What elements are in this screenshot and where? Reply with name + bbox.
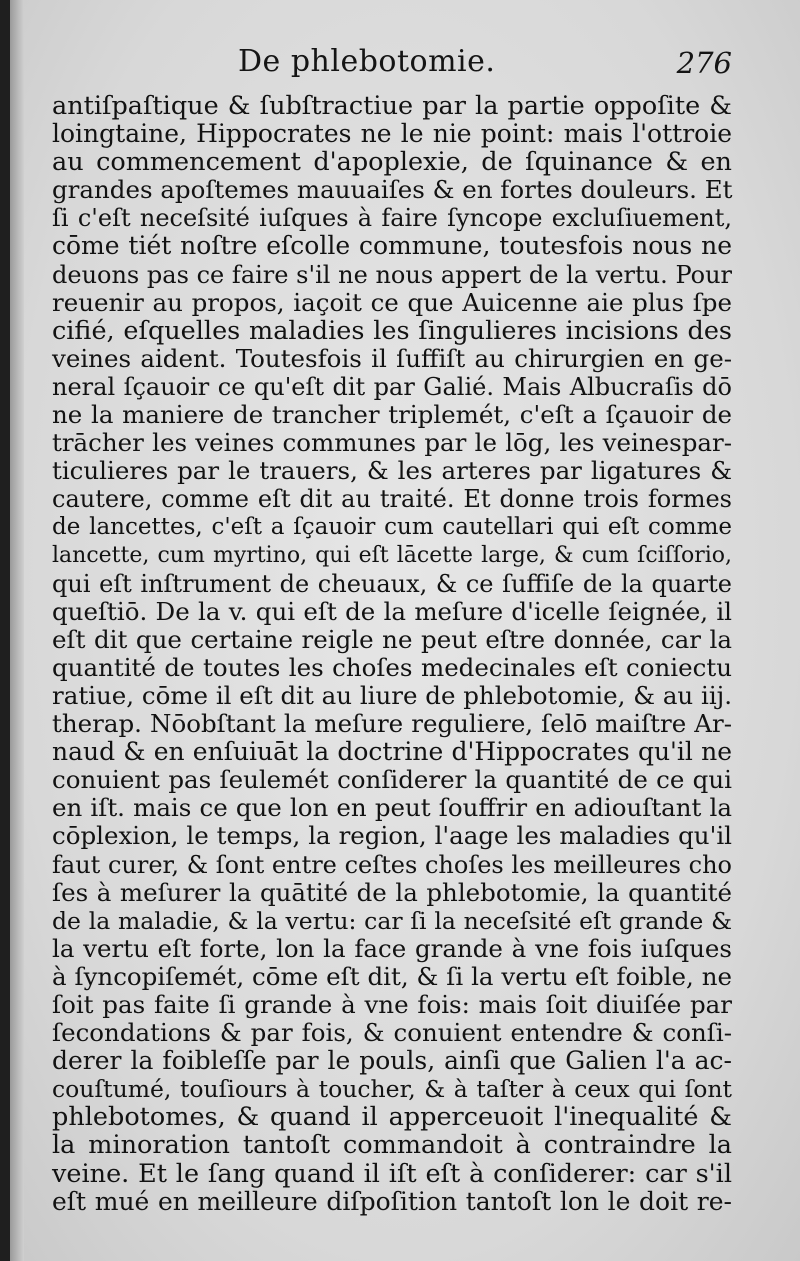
text-line: lancette, cum myrtino, qui eſt lācette large, & cum ſciſſorio, [52, 542, 732, 568]
text-line: veines aident. Toutesfois il ſuffiſt au chirurgien en ge- [52, 343, 732, 373]
text-line: qui eſt inſtrument de cheuaux, & ce ſuffiſe de la quarte [52, 569, 732, 598]
text-line: au commencement d'apoplexie, de ſquinance & en [52, 147, 732, 178]
text-line: faut curer, & ſont entre ceſtes choſes les meilleures cho [52, 850, 732, 879]
text-line: ne la maniere de trancher triplemét, c'eſt a ſçauoir de [52, 400, 732, 430]
text-line: loingtaine, Hippocrates ne le nie point: mais l'ottroie [52, 119, 732, 149]
text-line: ſes à meſurer la quātité de la phlebotomie, la quantité [52, 877, 732, 907]
text-line: conuient pas ſeulemét conſiderer la quantité de ce qui [52, 765, 732, 795]
text-line: de la maladie, & la vertu: car ſi la neceſsité eſt grande & [52, 906, 732, 935]
text-line: neral ſçauoir ce qu'eſt dit par Galié. Mais Albucraſis dō [52, 372, 732, 401]
text-line: cōme tiét noſtre eſcolle commune, toutesfois nous ne [52, 231, 732, 261]
text-line: ſecondations & par fois, & conuient entendre & conſi- [52, 1018, 732, 1048]
text-line: naud & en enſuiuāt la doctrine d'Hippocrates qu'il ne [52, 737, 732, 767]
text-line: trācher les veines communes par le lōg, les veinespar- [52, 428, 732, 458]
text-line: en iſt. mais ce que lon en peut ſouffrir en adiouſtant la [52, 793, 732, 823]
text-line: phlebotomes, & quand il apperceuoit l'inequalité & [52, 1102, 732, 1133]
text-line: quantité de toutes les choſes medecinales eſt coniectu [52, 652, 732, 682]
text-line: cautere, comme eſt dit au traité. Et donne trois formes [52, 485, 732, 514]
text-line: ticulieres par le trauers, & les arteres par ligatures & [52, 456, 732, 486]
page-header [52, 44, 732, 94]
text-line: cōplexion, le temps, la region, l'aage les maladies qu'il [52, 821, 732, 851]
text-line: ſi c'eſt neceſsité iuſques à faire ſyncope excluſiuement, [52, 204, 732, 233]
text-line: therap. Nōobſtant la meſure reguliere, ſelō maiſtre Ar- [52, 709, 732, 739]
text-line: ſoit pas faite ſi grande à vne fois: mais ſoit diuiſée par [52, 990, 732, 1019]
text-line: eſt mué en meilleure diſpoſition tantoſt lon le doit re- [52, 1186, 732, 1216]
text-line: cifié, eſquelles maladies les ſingulieres incisions des [52, 315, 732, 346]
text-line: veine. Et le ſang quand il iſt eſt à conſiderer: car s'il [52, 1158, 732, 1189]
text-line: ratiue, cōme il eſt dit au liure de phlebotomie, & au iij. [52, 680, 733, 710]
text-line: à ſyncopiſemét, cōme eſt dit, & ſi la vertu eſt foible, ne [52, 961, 732, 991]
text-line: antiſpaſtique & ſubſtractiue par la partie oppoſite & [52, 91, 732, 121]
page-gutter-shadow [10, 0, 24, 1261]
text-line: grandes apoſtemes mauuaiſes & en fortes douleurs. Et [52, 175, 733, 205]
book-page [10, 0, 800, 1261]
text-line: deuons pas ce faire s'il ne nous appert de la vertu. Pour [52, 260, 732, 289]
running-title: De phlebotomie. [238, 44, 496, 79]
text-line: la minoration tantoſt commandoit à contraindre la [52, 1130, 732, 1161]
text-line: de lancettes, c'eſt a ſçauoir cum cautellari qui eſt comme [52, 514, 732, 541]
text-line: couſtumé, touſiours à toucher, & à taſter à ceux qui ſont [52, 1075, 732, 1104]
text-line: la vertu eſt forte, lon la face grande à vne fois iuſques [52, 933, 732, 963]
page-number: 276 [676, 46, 732, 80]
text-line: eſt dit que certaine reigle ne peut eſtre donnée, car la [52, 624, 732, 654]
text-line: derer la foibleſſe par le pouls, ainſi que Galien l'a ac- [52, 1046, 732, 1076]
text-line: reuenir au propos, iaçoit ce que Auicenne aie plus ſpe [52, 287, 732, 317]
body-text [52, 92, 732, 1216]
text-line: queſtiō. De la v. qui eſt de la meſure d'icelle ſeignée, il [52, 596, 732, 626]
